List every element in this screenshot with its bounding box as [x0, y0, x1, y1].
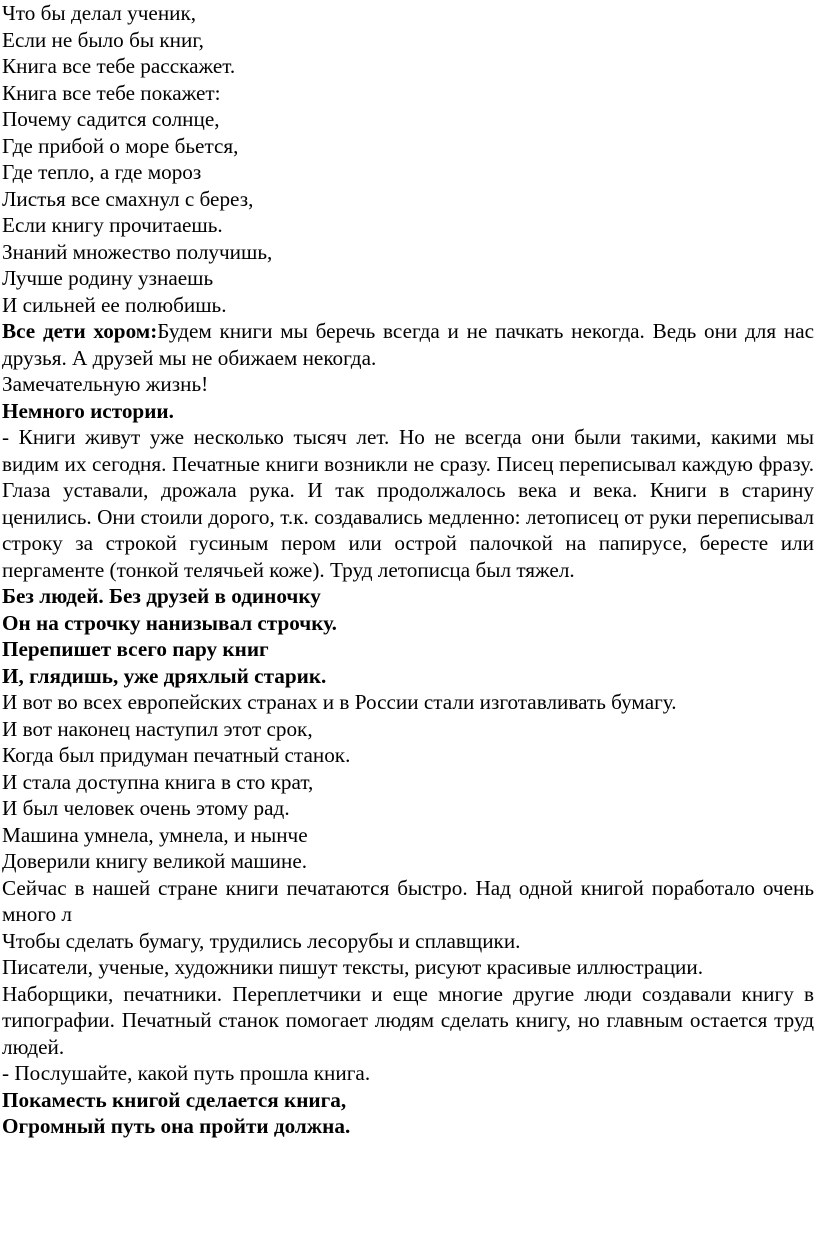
poem-line: Если не было бы книг,	[2, 27, 204, 52]
poem-line: Почему садится солнце,	[2, 107, 220, 131]
poem-line: Огромный путь она пройти должна.	[2, 1114, 351, 1138]
poem-line: Книга все тебе покажет:	[2, 80, 221, 105]
poem-line: Когда был придуман печатный станок.	[2, 743, 351, 767]
typography-paragraph: Наборщики, печатники. Переплетчики и еще многие другие люди создавали книгу в типографии. Печатный станок помогает людям сделать книгу, но главным остается труд людей.	[2, 981, 814, 1059]
poem-line: И, глядишь, уже дряхлый старик.	[2, 663, 327, 688]
poem-line: Листья все смахнул с берез,	[2, 186, 254, 211]
chorus-label: Все дети хором:	[2, 319, 158, 343]
poem-line: Где тепло, а где мороз	[2, 160, 202, 184]
print-paragraph: Сейчас в нашей стране книги печатаются быстро. Над одной книгой поработало очень много л	[2, 875, 814, 926]
text-line: И вот во всех европейских странах и в России стали изготавливать бумагу.	[2, 690, 677, 714]
poem-line: Где прибой о море бьется,	[2, 133, 239, 158]
text-line: Чтобы сделать бумагу, трудились лесорубы и сплавщики.	[2, 928, 521, 953]
poem-line: И сильней ее полюбишь.	[2, 292, 227, 317]
section-heading: Немного истории.	[2, 398, 174, 423]
poem-line: Что бы делал ученик,	[2, 1, 197, 25]
text-line: Писатели, ученые, художники пишут тексты, рисуют красивые иллюстрации.	[2, 955, 704, 979]
poem-line: Перепишет всего пару книг	[2, 637, 269, 661]
poem-line: Без людей. Без друзей в одиночку	[2, 584, 321, 608]
text-line: - Послушайте, какой путь прошла книга.	[2, 1061, 371, 1085]
chorus-text: Будем книги мы беречь всегда и не пачкать некогда. Ведь они для нас друзья. А друзей мы не обижаем некогда.	[2, 319, 814, 370]
chorus-paragraph	[2, 318, 814, 371]
poem-line: И был человек очень этому рад.	[2, 796, 290, 820]
poem-line: И стала доступна книга в сто крат,	[2, 769, 314, 794]
poem-line: И вот наконец наступил этот срок,	[2, 716, 313, 741]
poem-line: Покаместь книгой сделается книга,	[2, 1087, 347, 1112]
text-line: Замечательную жизнь!	[2, 372, 209, 396]
poem-line: Он на строчку нанизывал строчку.	[2, 610, 337, 635]
poem-line: Машина умнела, умнела, и нынче	[2, 822, 308, 847]
poem-line: Доверили книгу великой машине.	[2, 849, 308, 873]
history-paragraph: - Книги живут уже несколько тысяч лет. Но не всегда они были такими, какими мы видим их сегодня. Печатные книги возникли не сразу. Писец переписывал каждую фразу. Глаза уставали, дрожала рука. И так продолжалось века и века. Книги в старину ценились. Они стоили дорого, т.к. создавались медленно: летописец от руки переписывал строку за строкой гусиным пером или острой палочкой на папирусе, бересте или пергаменте (тонкой телячьей коже). Труд летописца был тяжел.	[2, 425, 814, 582]
poem-line: Лучше родину узнаешь	[2, 266, 214, 290]
poem-line: Знаний множество получишь,	[2, 239, 273, 264]
poem-line: Если книгу прочитаешь.	[2, 213, 223, 237]
poem-line: Книга все тебе расскажет.	[2, 54, 236, 78]
